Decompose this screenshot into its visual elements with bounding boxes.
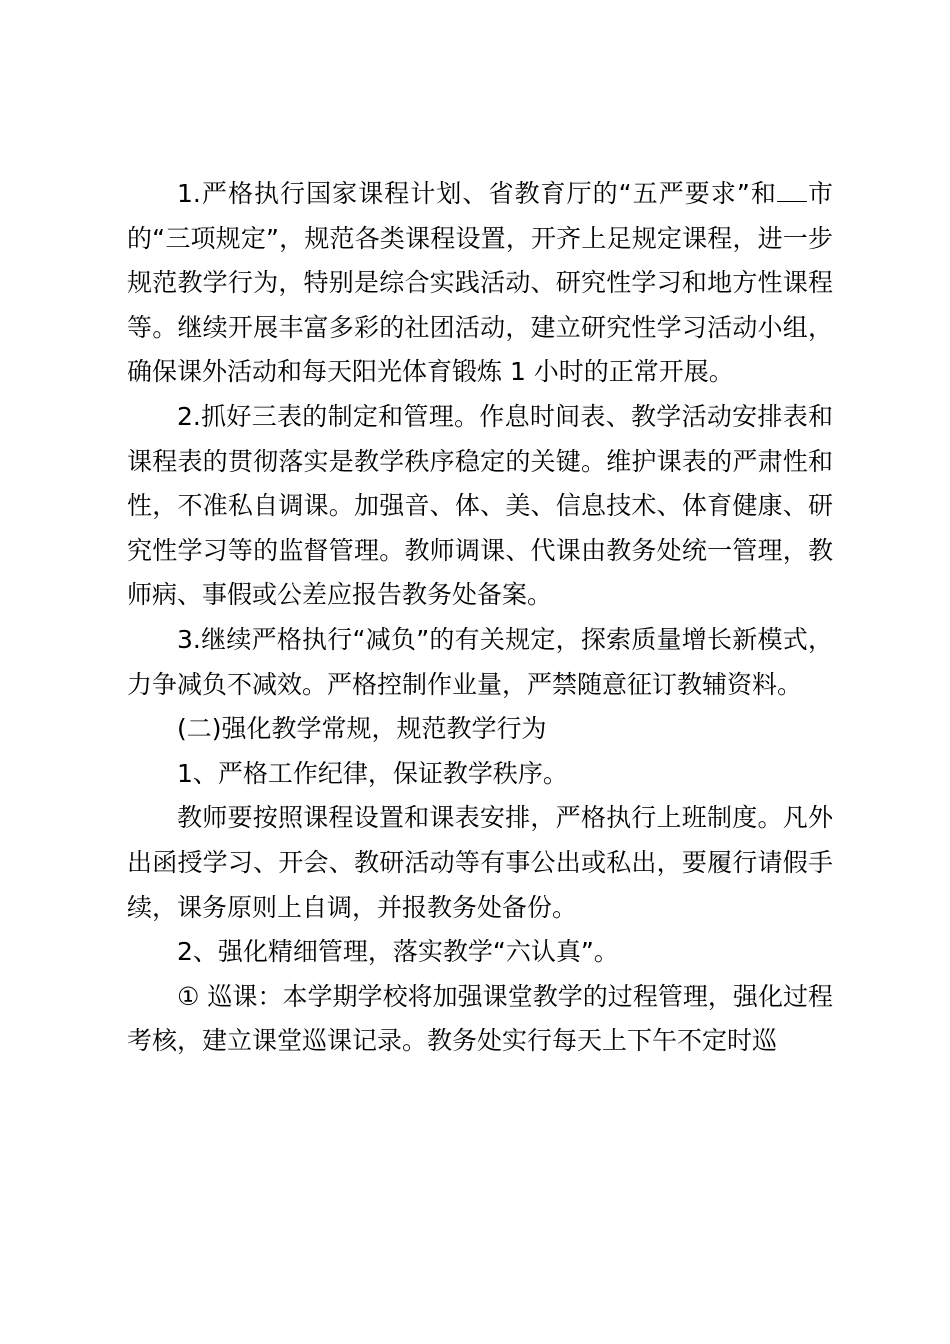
paragraph-4: 教师要按照课程设置和课表安排，严格执行上班制度。凡外出函授学习、开会、教研活动等有事公出或私出，要履行请假手续，课务原则上自调，并报教务处备份。 [127,803,833,922]
paragraph-1-text-b: 市的“三项规定”，规范各类课程设置，开齐上足规定课程，进一步规范教学行为，特别是综合实践活动、研究性学习和地方性课程等。继续开展丰富多彩的社团活动，建立研究性学习活动小组，确保课外活动和每天阳光体育锻炼 1 小时的正常开展。 [127,179,833,387]
paragraph-5: ① 巡课：本学期学校将加强课堂教学的过程管理，强化过程考核，建立课堂巡课记录。教务处实行每天上下午不定时巡 [127,981,833,1056]
paragraph-2: 2.抓好三表的制定和管理。作息时间表、教学活动安排表和课程表的贯彻落实是教学秩序稳定的关键。维护课表的严肃性和性，不准私自调课。加强音、体、美、信息技术、体育健康、研究性学习等的监督管理。教师调课、代课由教务处统一管理，教师病、事假或公差应报告教务处备案。 [127,401,833,610]
fill-in-blank [777,181,807,202]
document-body [127,172,833,1064]
paragraph-3: 3.继续严格执行“减负”的有关规定，探索质量增长新模式，力争减负不减效。严格控制作业量，严禁随意征订教辅资料。 [127,624,833,699]
paragraph-1-text-a: 1.严格执行国家课程计划、省教育厅的“五严要求”和 [177,179,777,208]
paragraph-1 [127,172,833,395]
section-heading: (二)强化教学常规，规范教学行为 [177,714,547,744]
subheading-1: 1、严格工作纪律，保证教学秩序。 [177,758,568,788]
subheading-2: 2、强化精细管理，落实教学“六认真”。 [177,937,619,967]
